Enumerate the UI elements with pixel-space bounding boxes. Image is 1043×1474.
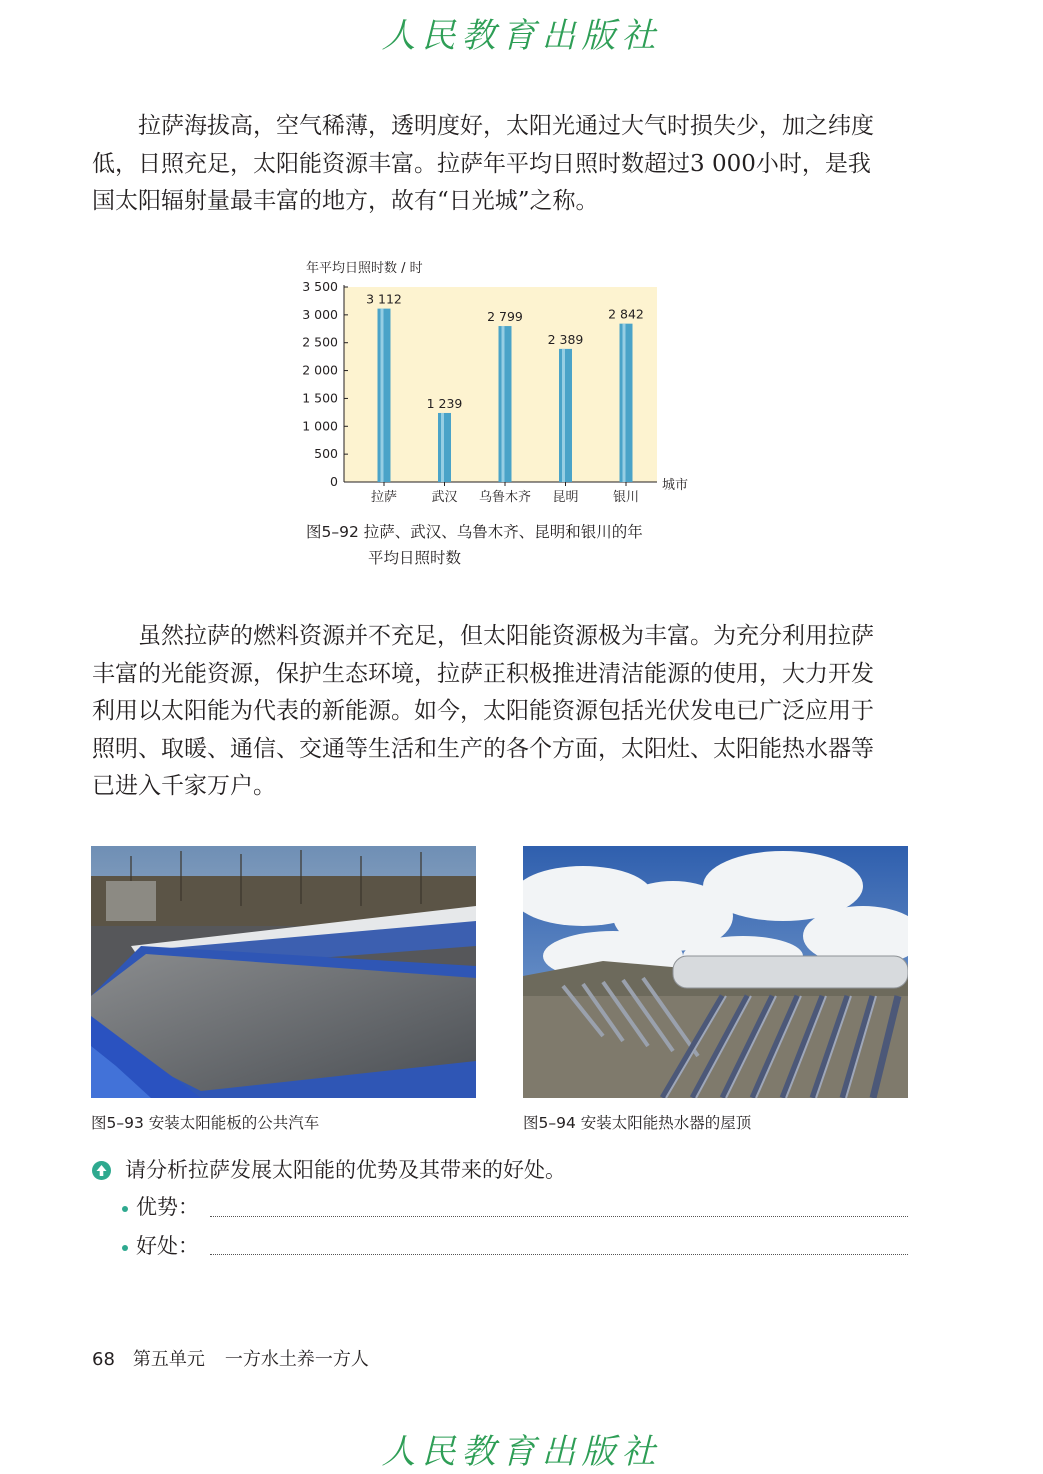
page-number: 68 [92,1349,115,1370]
answer-line-benefit[interactable] [210,1254,908,1255]
bullet-icon [122,1206,128,1212]
question [92,1154,566,1184]
paragraph-2-line: 利用以太阳能为代表的新能源。如今，太阳能资源包括光伏发电已广泛应用于 [92,698,874,724]
figure-93-caption: 图5–93 安装太阳能板的公共汽车 [91,1114,320,1132]
chart-data-label: 3 112 [366,291,402,307]
answer-label: 优势： [136,1195,199,1219]
chart-x-tick-label: 拉萨 [370,490,398,505]
chart-data-label: 2 842 [608,306,644,322]
bullet-icon [122,1245,128,1251]
chart-y-tick-label: 3 500 [302,279,338,294]
chart-bar-highlight [562,349,565,482]
chart-data-label: 2 389 [547,331,584,347]
unit-label: 第五单元 [132,1349,205,1370]
figure-92-caption-line: 图5–92 拉萨、武汉、乌鲁木齐、昆明和银川的年 [306,523,643,541]
paragraph-1-line: 拉萨海拔高，空气稀薄，透明度好，太阳光通过大气时损失少，加之纬度 [138,113,874,139]
paragraph-2-line: 已进入千家万户。 [92,773,276,799]
publisher-logo-bottom: 人民教育出版社 [381,1432,662,1472]
chart-data-label: 1 239 [426,395,463,411]
chart-y-tick-label: 2 500 [302,334,338,350]
chart-x-tick-label: 武汉 [431,490,458,505]
chart-y-axis-label: 年平均日照时数 / 时 [306,261,423,276]
chart-bar-highlight [623,324,626,482]
chart-bar [378,309,391,482]
paragraph-2-line: 丰富的光能资源，保护生态环境，拉萨正积极推进清洁能源的使用，大力开发 [92,660,874,687]
paragraph-2-line: 照明、取暖、通信、交通等生活和生产的各个方面，太阳灶、太阳能热水器等 [92,735,874,762]
answer-label: 好处： [136,1234,199,1258]
paragraph-1-line: 国太阳辐射量最丰富的地方，故有“日光城”之称。 [92,188,599,214]
chart-x-tick-label: 银川 [612,490,640,505]
answer-item-advantage [122,1191,199,1221]
chart-y-tick-label: 3 000 [302,306,338,322]
chart-x-tick-label: 乌鲁木齐 [478,490,532,505]
answer-item-benefit [122,1230,199,1260]
unit-title: 一方水土养一方人 [224,1349,369,1370]
chart-bar [559,349,572,482]
figure-92-caption [306,519,643,571]
chart-y-tick-label: 0 [330,474,338,489]
chart-bar [620,324,633,482]
chart-y-tick-label: 1 500 [302,390,338,406]
chart-bar-highlight [502,326,505,482]
chart-x-axis-label: 城市 [662,478,689,493]
page-footer [92,1345,369,1371]
answer-line-advantage[interactable] [210,1216,908,1217]
paragraph-2 [92,618,908,806]
chart-y-tick-label: 500 [314,446,338,462]
figure-92-caption-line: 平均日照时数 [368,549,462,567]
chart-x-tick-label: 昆明 [552,490,579,505]
solar-bus-photo [91,846,476,1098]
chart-y-tick-label: 2 000 [302,362,338,378]
paragraph-2-line: 虽然拉萨的燃料资源并不充足，但太阳能资源极为丰富。为充分利用拉萨 [138,623,874,649]
chart-bar [438,413,451,482]
arrow-up-icon [92,1161,111,1180]
chart-y-tick-label: 1 000 [302,418,338,434]
paragraph-1-line: 低，日照充足，太阳能资源丰富。拉萨年平均日照时数超过3 000小时，是我 [92,150,871,177]
question-text: 请分析拉萨发展太阳能的优势及其带来的好处。 [125,1158,566,1182]
chart-bar-highlight [441,413,444,482]
solar-water-heater-photo [523,846,908,1098]
paragraph-1 [92,108,908,221]
sunshine-bar-chart [300,255,720,510]
chart-data-label: 2 799 [487,309,523,325]
chart-bar-highlight [381,309,384,482]
publisher-logo-top: 人民教育出版社 [381,16,662,56]
chart-bar [499,326,512,482]
figure-94-caption: 图5–94 安装太阳能热水器的屋顶 [523,1114,752,1132]
